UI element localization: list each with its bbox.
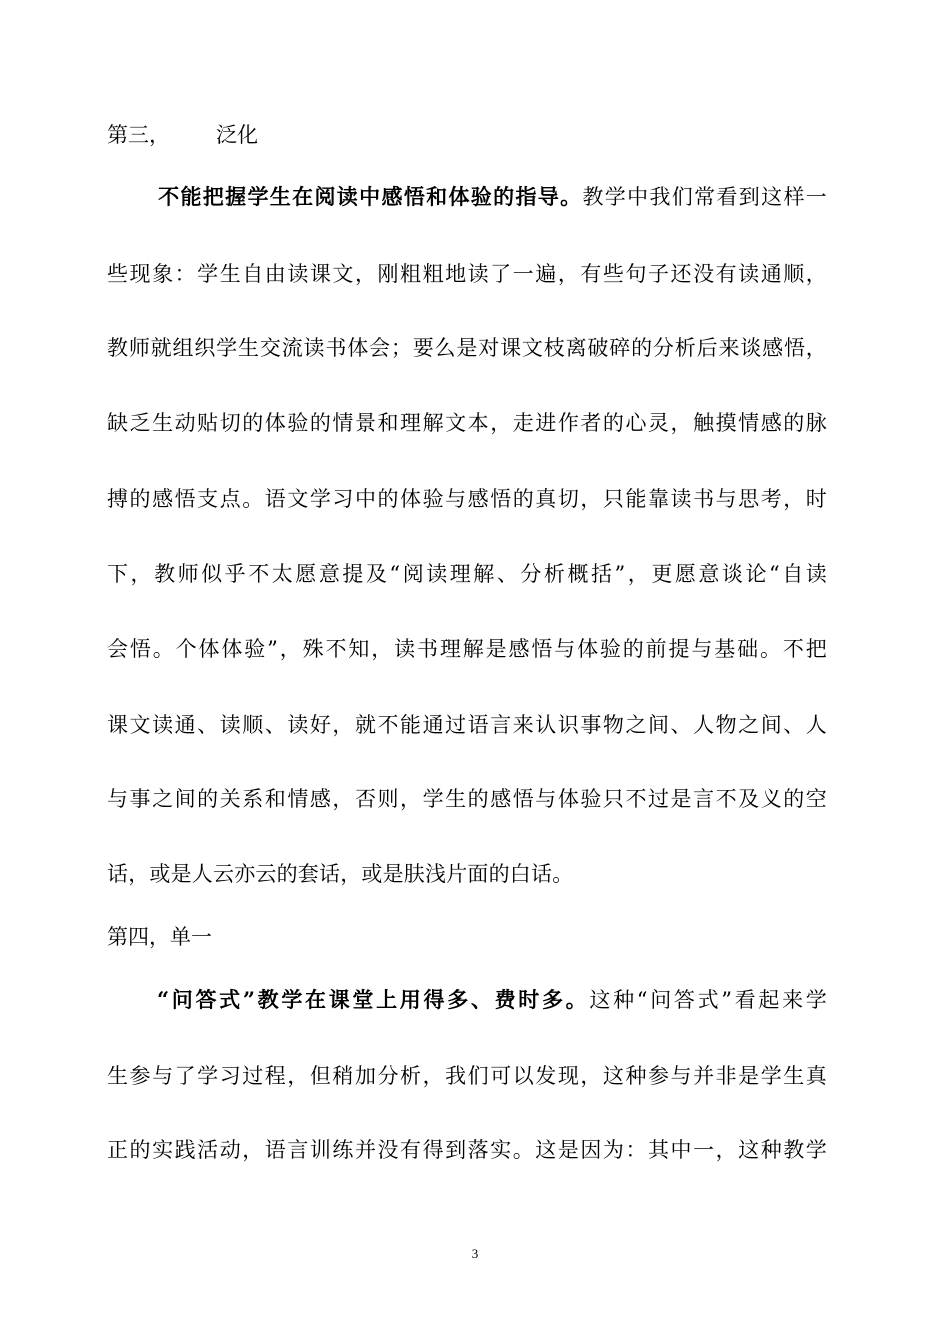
paragraph-line: 些现象：学生自由读课文，刚粗粗地读了一遍，有些句子还没有读通顺， [107, 262, 827, 286]
section3-lead-bold: 不能把握学生在阅读中感悟和体验的指导。 [157, 184, 583, 209]
section3-heading-title: 泛化 [216, 123, 258, 147]
paragraph-line: 生参与了学习过程，但稍加分析，我们可以发现，这种参与并非是学生真 [107, 1064, 827, 1088]
section4-heading: 第四，单一 [107, 925, 212, 949]
paragraph-line: 话，或是人云亦云的套话，或是肤浅片面的白话。 [107, 862, 574, 886]
paragraph-line: 与事之间的关系和情感，否则，学生的感悟与体验只不过是言不及义的空 [107, 787, 827, 811]
paragraph-line: 课文读通、读顺、读好，就不能通过语言来认识事物之间、人物之间、人 [107, 713, 827, 737]
paragraph-line: 搏的感悟支点。语文学习中的体验与感悟的真切，只能靠读书与思考，时 [107, 487, 827, 511]
section4-lead-bold: “问答式”教学在课堂上用得多、费时多。 [157, 987, 590, 1012]
paragraph-line: “问答式”教学在课堂上用得多、费时多。这种“问答式”看起来学 [157, 987, 827, 1012]
paragraph-line: 会悟。个体体验”，殊不知，读书理解是感悟与体验的前提与基础。不把 [107, 637, 827, 661]
section3-heading-prefix: 第三， [107, 123, 170, 147]
page-number: 3 [471, 1246, 479, 1261]
paragraph-line: 不能把握学生在阅读中感悟和体验的指导。教学中我们常看到这样一 [157, 184, 827, 209]
section3-heading [107, 118, 258, 152]
paragraph-line: 缺乏生动贴切的体验的情景和理解文本，走进作者的心灵，触摸情感的脉 [107, 411, 827, 435]
paragraph-line: 下，教师似乎不太愿意提及“阅读理解、分析概括”，更愿意谈论“自读 [107, 562, 827, 586]
paragraph-line: 正的实践活动，语言训练并没有得到落实。这是因为：其中一，这种教学 [107, 1138, 827, 1162]
paragraph-line: 教师就组织学生交流读书体会；要么是对课文枝离破碎的分析后来谈感悟， [107, 336, 827, 360]
